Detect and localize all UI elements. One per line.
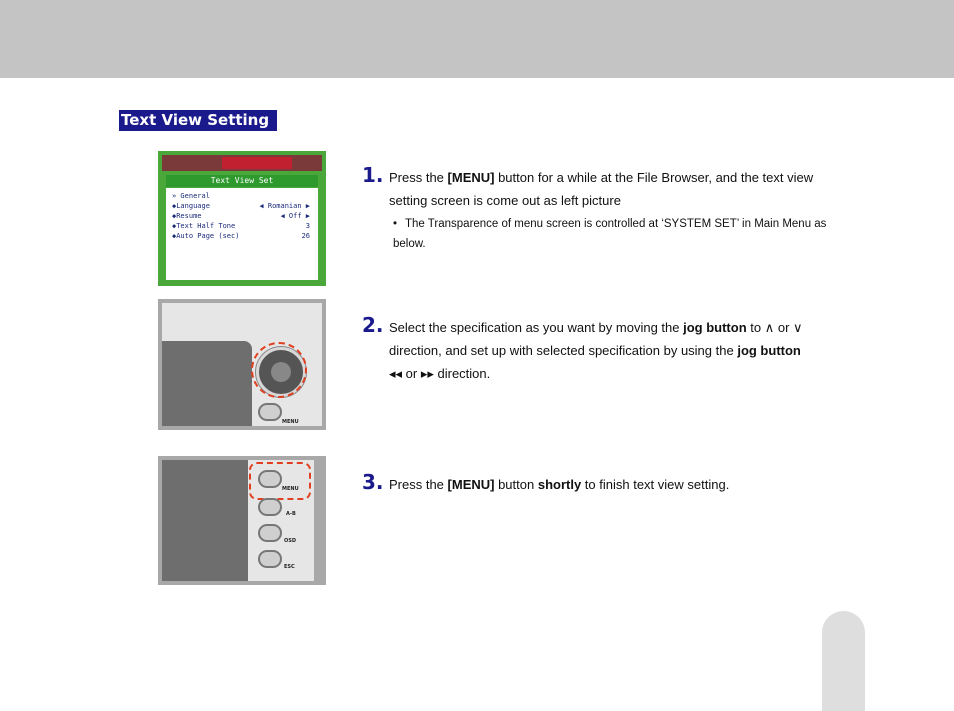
menu-label: MENU [282, 419, 299, 425]
setting-language-value: ◀ Romanian ▶ [259, 202, 310, 210]
device-buttons-screenshot [158, 456, 326, 585]
menu-label: MENU [282, 486, 299, 492]
device-screen [162, 460, 248, 581]
setting-autopage-label: ◆Auto Page (sec) [172, 232, 240, 240]
header-bar [0, 0, 954, 78]
status-strip [162, 155, 322, 171]
step-note: • The Transparence of menu screen is controlled at ‘SYSTEM SET’ in Main Menu as below. [393, 218, 827, 250]
esc-label: ESC [284, 564, 295, 570]
ab-label: A-B [286, 511, 296, 517]
setting-halftone-value: 3 [305, 222, 310, 230]
step-text: Press the [MENU] button shortly to finish text view setting. [389, 477, 730, 492]
settings-panel [166, 188, 318, 280]
setting-autopage-value: 26 [301, 232, 310, 240]
step-number: 3. [362, 470, 384, 494]
text-view-set-screenshot [158, 151, 326, 286]
setting-language-label: ◆Language [172, 202, 210, 210]
setting-resume-value: ◀ Off ▶ [280, 212, 310, 220]
general-label: » General [172, 192, 210, 200]
device-screen [162, 341, 252, 426]
step-text: Press the [MENU] button for a while at the File Browser, and the text view setting screen is come out as left picture [389, 170, 814, 208]
step-text: Select the specification as you want by moving the jog button to ∧ or ∨ direction, and set up with selected specification by using the jog button ◂◂ or ▸▸ direction. [389, 320, 803, 381]
menu-highlight-icon [249, 462, 311, 500]
step-number: 2. [362, 313, 384, 337]
ab-button-icon [258, 498, 282, 516]
setting-halftone-label: ◆Text Half Tone [172, 222, 236, 230]
menu-button-icon [258, 403, 282, 421]
page-tab [822, 611, 865, 711]
esc-button-icon [258, 550, 282, 568]
section-title: Text View Setting [119, 110, 277, 131]
osd-button-icon [258, 524, 282, 542]
device-jog-screenshot [158, 299, 326, 430]
jog-highlight-icon [251, 342, 307, 398]
step-number: 1. [362, 163, 384, 187]
setting-resume-label: ◆Resume [172, 212, 202, 220]
osd-label: OSD [284, 538, 297, 544]
screen-title: Text View Set [166, 175, 318, 187]
